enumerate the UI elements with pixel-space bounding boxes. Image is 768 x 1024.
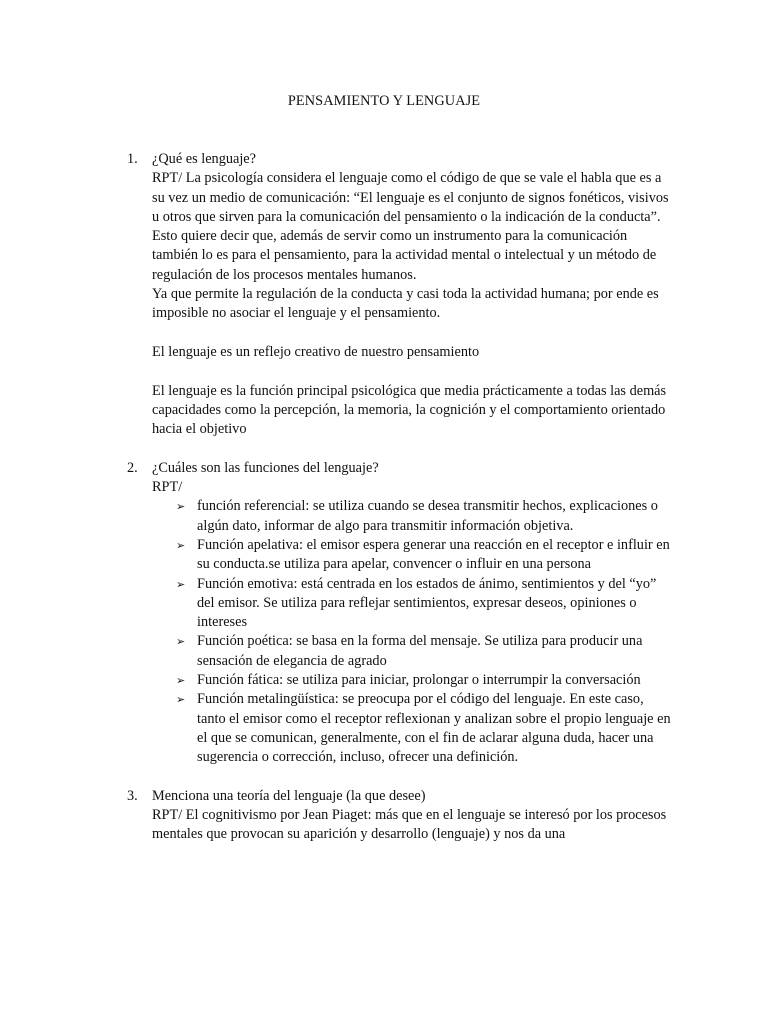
question-text: ¿Qué es lenguaje?	[152, 151, 256, 167]
answer-paragraph: El lenguaje es la función principal psicológica que media prácticamente a todas las demás capacidades como la percepción, la memoria, la cognición y el comportamiento orientado hacia el objetivo	[152, 382, 667, 438]
question-number: 1.	[127, 151, 138, 167]
list-item-text: Función emotiva: está centrada en los estados de ánimo, sentimientos y del “yo” del emisor. Se utiliza para reflejar sentimientos, expresar deseos, opiniones o intereses	[197, 575, 657, 631]
question-number: 3.	[127, 787, 138, 804]
list-item	[152, 671, 672, 690]
answer-paragraph: El lenguaje es un reflejo creativo de nuestro pensamiento	[152, 343, 480, 360]
list-item	[152, 690, 672, 767]
arrowhead-bullet-icon: ➢	[176, 577, 186, 591]
arrowhead-bullet-icon: ➢	[176, 674, 186, 688]
list-item-text: Función apelativa: el emisor espera generar una reacción en el receptor e influir en su conducta.se utiliza para apelar, convencer o influir en una persona	[197, 536, 670, 573]
arrowhead-bullet-icon: ➢	[176, 538, 186, 552]
answer-prefix: RPT/	[152, 479, 183, 496]
functions-list	[152, 497, 672, 767]
arrowhead-bullet-icon: ➢	[176, 635, 186, 649]
list-item	[152, 536, 672, 575]
list-item	[152, 632, 672, 671]
document-body	[127, 150, 672, 845]
answer-paragraph: Esto quiere decir que, además de servir como un instrumento para la comunicación también lo es para el pensamiento, para la actividad mental o intelectual y un método de regulación de los procesos mentales humanos.	[152, 228, 657, 283]
section-spacer	[127, 768, 672, 787]
paragraph-spacer	[152, 362, 672, 381]
question-item-1	[127, 150, 672, 439]
question-item-3	[127, 787, 672, 845]
answer-paragraph: RPT/ El cognitivismo por Jean Piaget: más que en el lenguaje se interesó por los procesos mentales que provocan su aparición y desarrollo (lenguaje) y nos da una	[152, 807, 667, 843]
answer-paragraph: RPT/ La psicología considera el lenguaje como el código de que se vale el habla que es a su vez un medio de comunicación: “El lenguaje es el conjunto de signos fonéticos, visivos u otros que sirven para la comunicación del pensamiento o la indicación de la conducta”.	[152, 170, 669, 225]
arrowhead-bullet-icon: ➢	[176, 693, 186, 707]
question-number: 2.	[127, 459, 138, 476]
paragraph-spacer	[152, 324, 672, 343]
question-text: Menciona una teoría del lenguaje (la que desee)	[152, 787, 426, 804]
section-spacer	[127, 439, 672, 458]
document-title: PENSAMIENTO Y LENGUAJE	[287, 93, 481, 109]
answer-paragraph: Ya que permite la regulación de la conducta y casi toda la actividad humana; por ende es imposible no asociar el lenguaje y el pensamiento.	[152, 286, 659, 322]
list-item-text: Función fática: se utiliza para iniciar, prolongar o interrumpir la conversación	[197, 672, 641, 689]
list-item	[152, 575, 672, 633]
question-text: ¿Cuáles son las funciones del lenguaje?	[152, 459, 379, 476]
list-item-text: Función metalingüística: se preocupa por el código del lenguaje. En este caso, tanto el emisor como el receptor reflexionan y analizan sobre el propio lenguaje en el que se comunican, generalmente, con el fin de aclarar alguna duda, hacer una sugerencia o corrección, incluso, ofrecer una definición.	[197, 691, 671, 766]
list-item-text: Función poética: se basa en la forma del mensaje. Se utiliza para producir una sensación de elegancia de agrado	[197, 633, 643, 669]
list-item-text: función referencial: se utiliza cuando se desea transmitir hechos, explicaciones o algún dato, informar de algo para transmitir información objetiva.	[197, 498, 658, 534]
list-item	[152, 497, 672, 536]
arrowhead-bullet-icon: ➢	[176, 500, 186, 514]
question-item-2	[127, 459, 672, 768]
